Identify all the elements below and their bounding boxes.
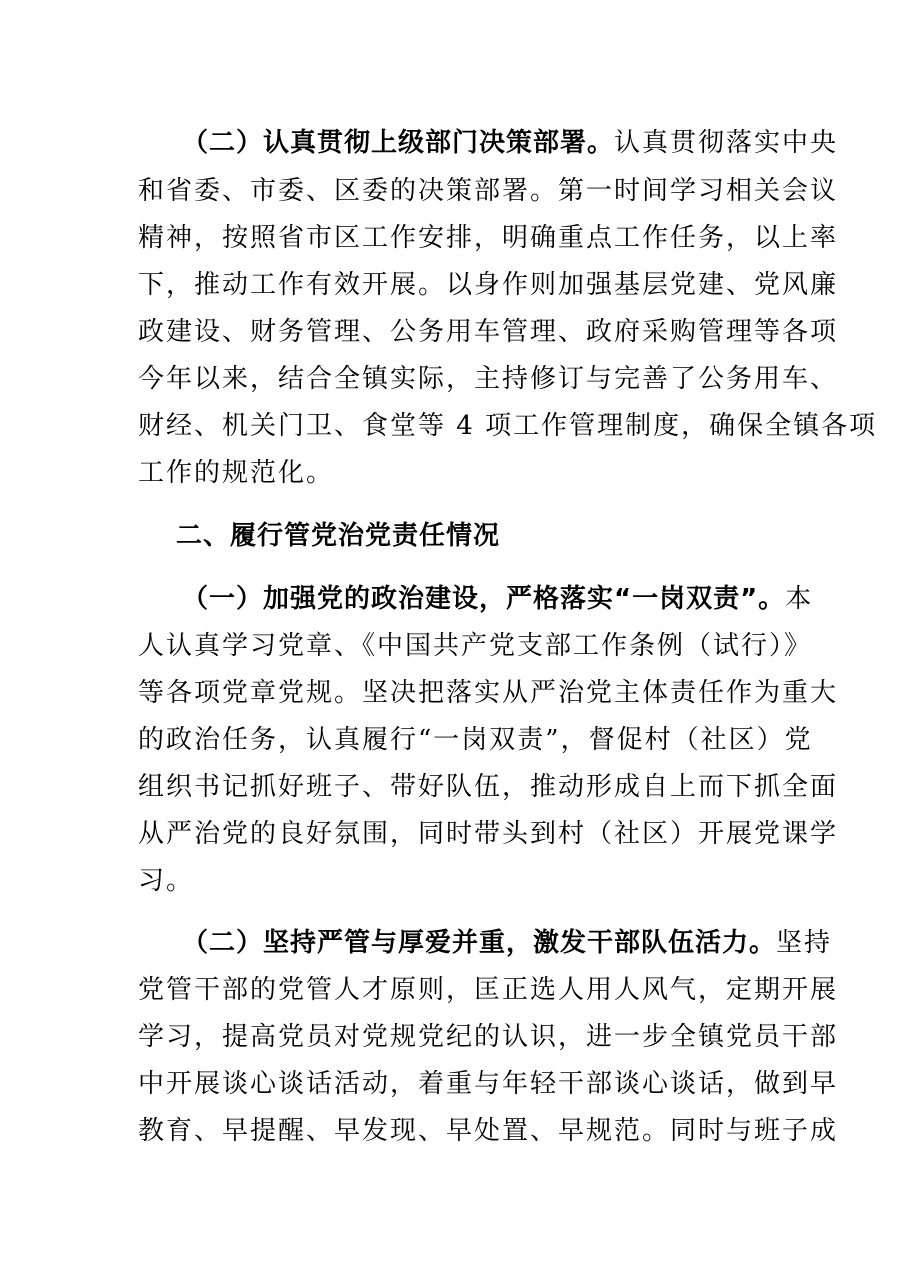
paragraph-line: 从严治党的良好氛围，同时带头到村（社区）开展党课学: [138, 819, 839, 849]
paragraph-line: 中开展谈心谈话活动，着重与年轻干部谈心谈话，做到早: [138, 1069, 839, 1099]
paragraph-line: 的政治任务，认真履行“一岗双责”，督促村（社区）党: [138, 725, 813, 755]
paragraph-line: 等各项党章党规。坚决把落实从严治党主体责任作为重大: [138, 678, 839, 708]
paragraph-line: 工作的规范化。: [138, 458, 335, 488]
paragraph-line: [182, 127, 838, 159]
paragraph-line: 政建设、财务管理、公务用车管理、政府采购管理等各项: [138, 317, 839, 347]
paragraph-line: 精神，按照省市区工作安排，明确重点工作任务，以上率: [138, 223, 839, 253]
paragraph-text: 本: [785, 584, 814, 614]
paragraph-lead: （二）坚持严管与厚爱并重，激发干部队伍活力。: [182, 928, 777, 958]
paragraph-line: 下，推动工作有效开展。以身作则加强基层党建、党风廉: [138, 270, 839, 300]
paragraph-line: [182, 927, 832, 959]
paragraph-line: 财经、机关门卫、食堂等 4 项工作管理制度，确保全镇各项: [138, 411, 878, 441]
paragraph-line: 和省委、市委、区委的决策部署。第一时间学习相关会议: [138, 176, 839, 206]
paragraph-lead: （二）认真贯彻上级部门决策部署。: [182, 128, 615, 158]
paragraph-lead: （一）加强党的政治建设，严格落实“一岗双责”。: [182, 584, 786, 614]
paragraph-line: [182, 583, 813, 615]
section-heading: 二、履行管党治党责任情况: [176, 521, 501, 551]
paragraph-text: 坚持: [776, 928, 833, 958]
paragraph-line: 今年以来，结合全镇实际，主持修订与完善了公务用车、: [138, 364, 839, 394]
paragraph-line: 人认真学习党章、《中国共产党支部工作条例（试行）》: [138, 631, 813, 661]
paragraph-line: 学习，提高党员对党规党纪的认识，进一步全镇党员干部: [138, 1022, 839, 1052]
paragraph-line: 组织书记抓好班子、带好队伍，推动形成自上而下抓全面: [138, 772, 839, 802]
paragraph-text: 认真贯彻落实中央: [614, 128, 839, 158]
paragraph-line: 教育、早提醒、早发现、早处置、早规范。同时与班子成: [138, 1116, 839, 1146]
paragraph-line: 习。: [138, 866, 195, 896]
paragraph-line: 党管干部的党管人才原则，匡正选人用人风气，定期开展: [138, 975, 839, 1005]
